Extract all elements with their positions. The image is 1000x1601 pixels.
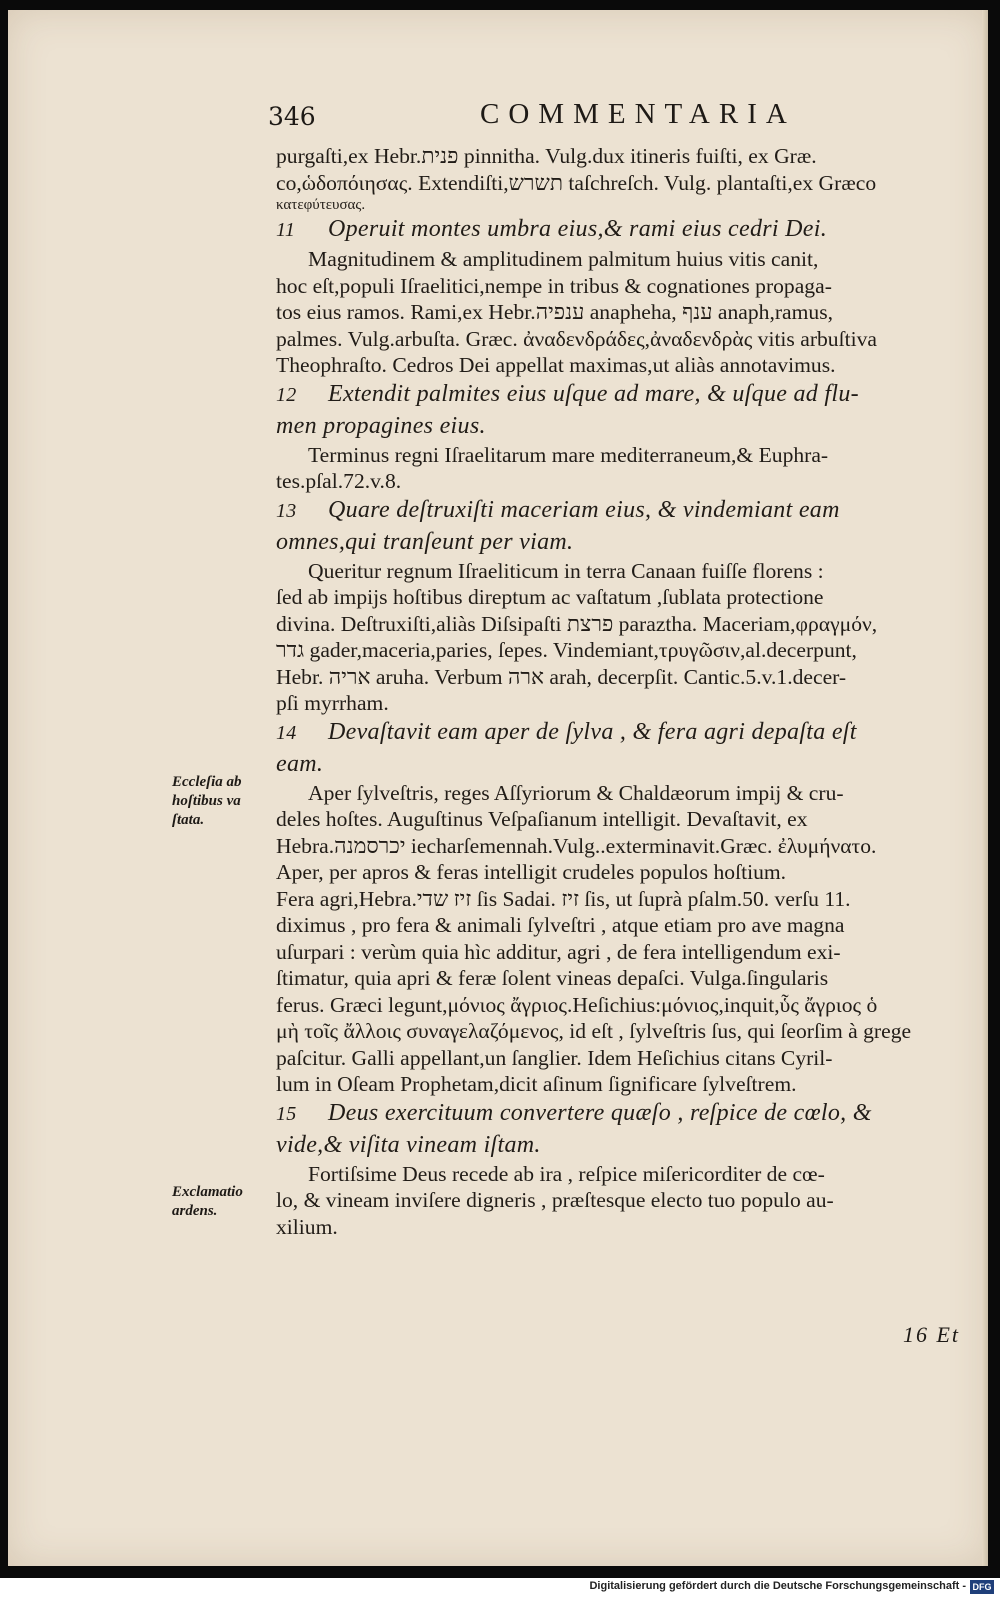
text-line bbox=[276, 859, 968, 886]
line-text: pſi myrrham. bbox=[276, 691, 389, 715]
line-text: lum in Oſeam Prophetam,dicit aſinum ſignificare ſylveſtrem. bbox=[276, 1072, 797, 1096]
text-line bbox=[276, 558, 968, 585]
text-line bbox=[276, 690, 968, 717]
line-text: Fortiſsime Deus recede ab ira , reſpice miſericorditer de cœ- bbox=[308, 1161, 825, 1186]
page-edge bbox=[982, 10, 988, 1566]
line-text: uſurpari : verùm quia hìc additur, agri , de fera intelligendum exi- bbox=[276, 939, 841, 964]
line-text: vide,& viſita vineam iſtam. bbox=[276, 1131, 541, 1158]
line-text: deles hoſtes. Auguſtinus Veſpaſianum intelligit. Devaſtavit, ex bbox=[276, 807, 808, 831]
line-text: ſed ab impijs hoſtibus direptum ac vaſtatum ,ſublata protectione bbox=[276, 585, 824, 609]
verse-line bbox=[276, 527, 968, 558]
line-text: hoc eſt,populi Iſraelitici,nempe in tribus & cognationes propaga- bbox=[276, 273, 832, 298]
text-line bbox=[276, 143, 968, 170]
commentary-text bbox=[276, 143, 968, 1240]
text-line bbox=[276, 1071, 968, 1098]
line-text: Extendit palmites eius uſque ad mare, & uſque ad flu- bbox=[328, 380, 859, 407]
line-text: Theophraſto. Cedros Dei appellat maximas,ut aliàs annotavimus. bbox=[276, 353, 836, 377]
line-text: ferus. Græci legunt,μόνιος ἄγριος.Heſichius:μόνιος,inquit,ὗς ἄγριος ὁ bbox=[276, 992, 878, 1017]
line-text: Operuit montes umbra eius,& rami eius cedri Dei. bbox=[328, 216, 828, 242]
verse-number: 12 bbox=[276, 383, 297, 406]
text-line bbox=[276, 170, 968, 197]
line-text: ſtimatur, quia apri & feræ ſolent vineas depaſci. Vulga.ſingularis bbox=[276, 966, 829, 990]
verse-line bbox=[276, 717, 968, 749]
verse-number: 13 bbox=[276, 499, 297, 522]
line-text: diximus , pro fera & animali ſylveſtri , atque etiam pro ave magna bbox=[276, 913, 845, 937]
line-text: men propagines eius. bbox=[276, 412, 486, 439]
page-number: 346 bbox=[268, 102, 316, 131]
margin-note-exclamatio: Exclamatio ardens. bbox=[172, 1184, 243, 1219]
line-text: paſcitur. Galli appellant,un ſanglier. Idem Heſichius citans Cyril- bbox=[276, 1045, 833, 1070]
line-text: κατεφύτευσας. bbox=[276, 197, 366, 213]
text-line bbox=[276, 584, 968, 611]
margin-note-ecclesia: Eccleſia ab hoſtibus va ſtata. bbox=[172, 774, 242, 828]
text-line bbox=[276, 352, 968, 379]
text-line bbox=[276, 1161, 968, 1188]
verse-line bbox=[276, 379, 968, 411]
text-line bbox=[276, 992, 968, 1019]
line-text: palmes. Vulg.arbuſta. Græc. ἀναδενδράδες,ἀναδενδρὰς vitis arbuſtiva bbox=[276, 326, 877, 351]
line-text: Deus exercituum convertere quæſo , reſpice de cœlo, & bbox=[328, 1099, 872, 1126]
text-line bbox=[276, 196, 968, 214]
line-text: Hebra.יכרסמנה iecharſemennah.Vulg..exterminavit.Græc. ἐλυμήνατο. bbox=[276, 833, 877, 858]
verse-line bbox=[276, 1098, 968, 1130]
line-text: omnes,qui tranſeunt per viam. bbox=[276, 528, 574, 555]
text-line bbox=[276, 664, 968, 691]
text-line bbox=[276, 246, 968, 273]
verse-line bbox=[276, 1130, 968, 1161]
text-line bbox=[276, 939, 968, 966]
text-line bbox=[276, 1214, 968, 1241]
text-line bbox=[276, 806, 968, 833]
line-text: μὴ τοῖς ἄλλοις συναγελαζόμενος, id eſt , ſylveſtris ſus, qui ſeorſim à grege bbox=[276, 1019, 912, 1043]
text-line bbox=[276, 1018, 968, 1045]
dfg-logo: DFG bbox=[970, 1580, 994, 1594]
line-text: co,ὡδοπόιησας. Extendiſti,תשרש taſchreſch. Vulg. plantaſti,ex Græco bbox=[276, 170, 877, 195]
text-line bbox=[276, 299, 968, 326]
line-text: tos eius ramos. Rami,ex Hebr.ענפיה anapheha, ענף anaph,ramus, bbox=[276, 300, 834, 324]
verse-number: 15 bbox=[276, 1102, 297, 1125]
line-text: divina. Deſtruxiſti,aliàs Diſsipaſti פרצת paraztha. Maceriam,φραγμόν, bbox=[276, 611, 878, 636]
text-line bbox=[276, 833, 968, 860]
text-line bbox=[276, 886, 968, 913]
line-text: lo, & vineam inviſere digneris , præſtesque electo tuo populo au- bbox=[276, 1188, 834, 1212]
line-text: Aper, per apros & feras intelligit crudeles populos hoſtium. bbox=[276, 860, 787, 884]
page-header bbox=[268, 98, 968, 138]
line-text: Quare deſtruxiſti maceriam eius, & vindemiant eam bbox=[328, 496, 840, 523]
text-line bbox=[276, 442, 968, 469]
verse-number: 11 bbox=[276, 219, 296, 241]
line-text: Queritur regnum Iſraeliticum in terra Canaan fuiſſe florens : bbox=[308, 558, 824, 583]
text-line bbox=[276, 611, 968, 638]
text-line bbox=[276, 912, 968, 939]
footer-bar bbox=[0, 1578, 1000, 1601]
verse-line bbox=[276, 495, 968, 527]
verse-line bbox=[276, 749, 968, 780]
text-line bbox=[276, 468, 968, 495]
text-line bbox=[276, 273, 968, 300]
verse-number: 14 bbox=[276, 721, 297, 744]
verse-line bbox=[276, 411, 968, 442]
footer-credit: Digitalisierung gefördert durch die Deutsche Forschungsgemeinschaft - bbox=[589, 1580, 966, 1592]
catchword: 16 Et bbox=[902, 1322, 960, 1347]
line-text: Devaſtavit eam aper de ſylva , & fera agri depaſta eſt bbox=[328, 718, 857, 745]
line-text: Hebr. אריה aruha. Verbum ארה arah, decerpſit. Cantic.5.v.1.decer- bbox=[276, 664, 847, 689]
line-text: Terminus regni Iſraelitarum mare mediterraneum,& Euphra- bbox=[308, 442, 829, 467]
text-line bbox=[276, 326, 968, 353]
line-text: Aper ſylveſtris, reges Aſſyriorum & Chaldæorum impij & cru- bbox=[308, 780, 844, 805]
line-text: xilium. bbox=[276, 1214, 338, 1239]
text-line bbox=[276, 1045, 968, 1072]
text-line bbox=[276, 1187, 968, 1214]
verse-line bbox=[276, 214, 968, 246]
line-text: eam. bbox=[276, 750, 324, 777]
text-line bbox=[276, 780, 968, 807]
text-line bbox=[276, 965, 968, 992]
line-text: Magnitudinem & amplitudinem palmitum huius vitis canit, bbox=[308, 247, 819, 271]
line-text: purgaſti,ex Hebr.פנית pinnitha. Vulg.dux itineris fuiſti, ex Græ. bbox=[276, 144, 817, 168]
line-text: גדר gader,maceria,paries, ſepes. Vindemiant,τρυγῶσιν,al.decerpunt, bbox=[276, 638, 857, 662]
text-line bbox=[276, 637, 968, 664]
running-title: COMMENTARIA bbox=[480, 98, 796, 130]
line-text: Fera agri,Hebra.זיז שדי ſis Sadai. זיז ſis, ut ſuprà pſalm.50. verſu 11. bbox=[276, 886, 851, 911]
line-text: tes.pſal.72.v.8. bbox=[276, 469, 402, 493]
